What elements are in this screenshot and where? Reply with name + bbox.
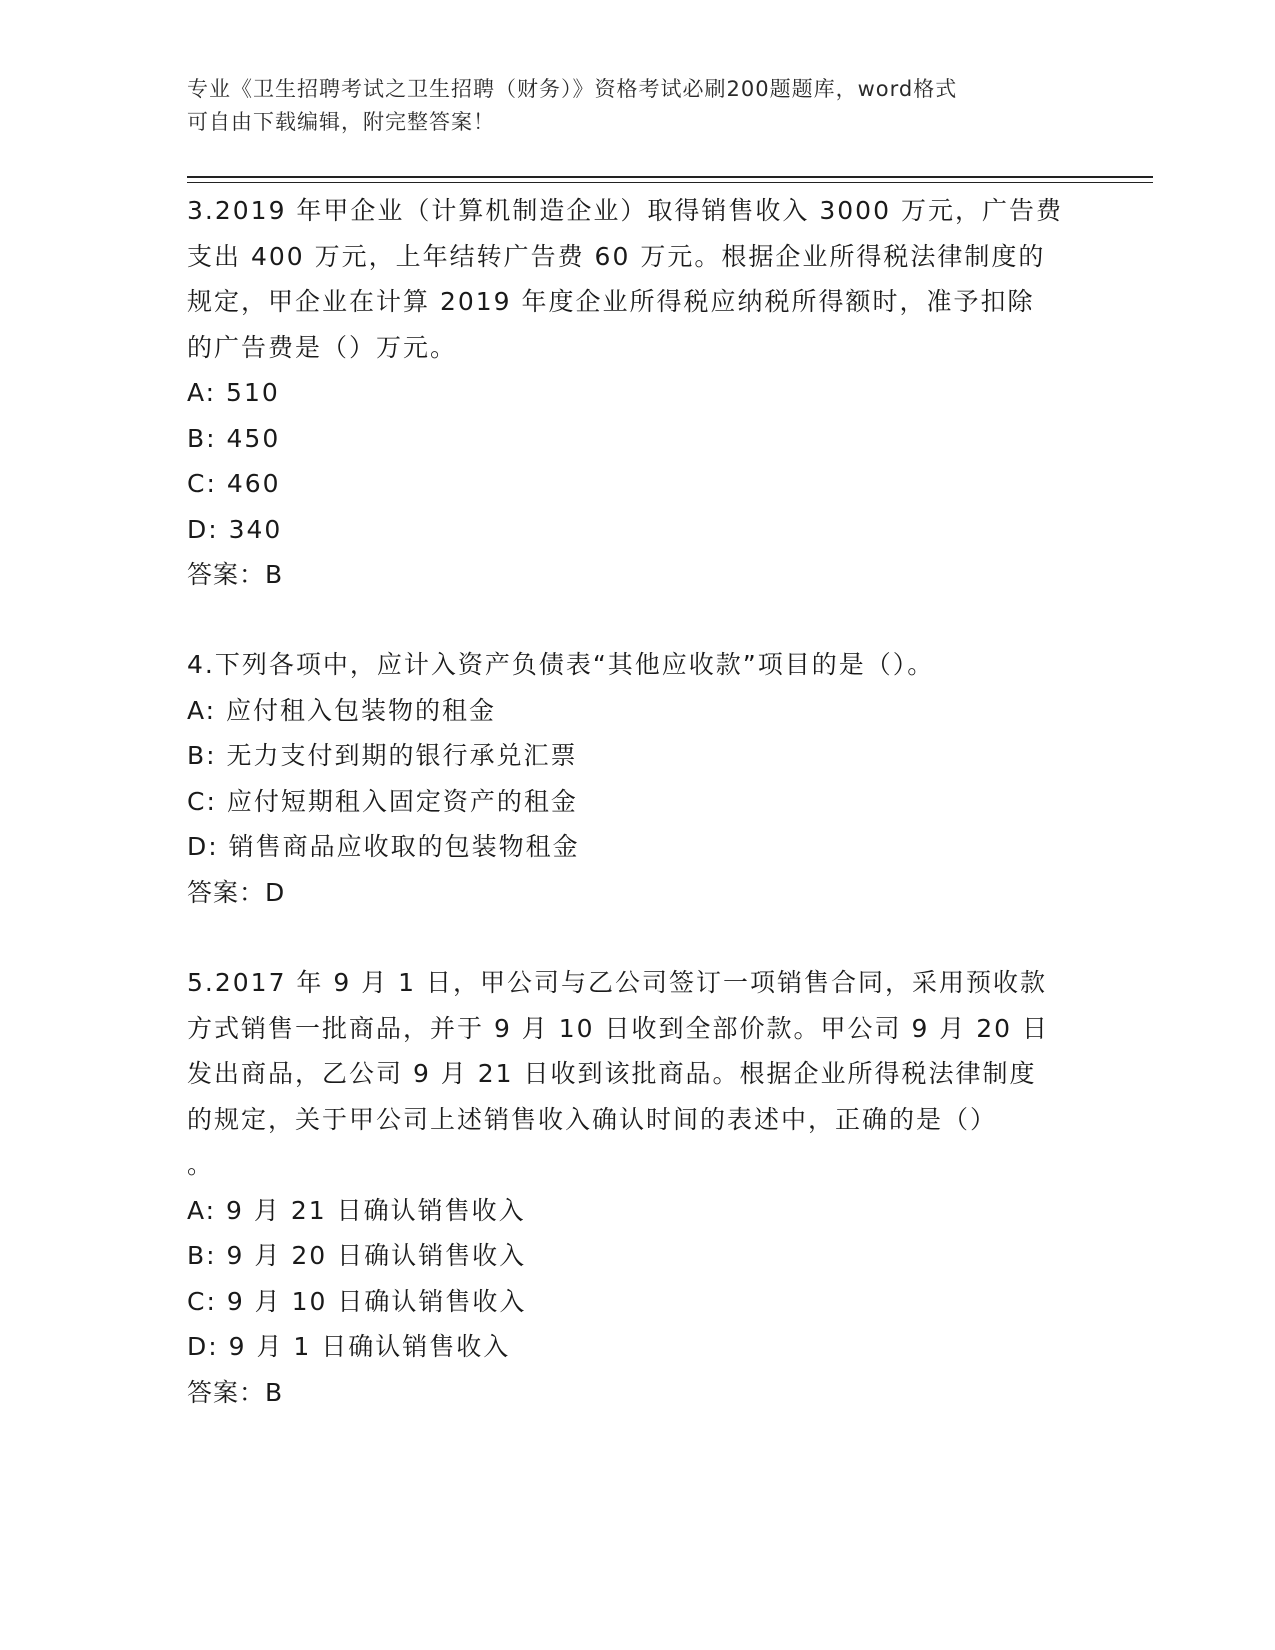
option-c: C: 应付短期租入固定资产的租金 — [187, 786, 578, 816]
question-3 — [187, 188, 1087, 598]
header-line-1: 专业《卫生招聘考试之卫生招聘（财务）》资格考试必刷200题题库，word格式 — [187, 77, 958, 101]
question-5 — [187, 960, 1087, 1415]
question-stem-line: 。 — [187, 1150, 215, 1179]
question-stem-line: 支出 400 万元，上年结转广告费 60 万元。根据企业所得税法律制度的 — [187, 241, 1046, 271]
option-c: C: 9 月 10 日确认销售收入 — [187, 1286, 527, 1316]
question-stem-line: 3.2019 年甲企业（计算机制造企业）取得销售收入 3000 万元，广告费 — [187, 196, 1063, 225]
option-d: D: 销售商品应收取的包装物租金 — [187, 832, 580, 861]
answer-line: 答案：B — [187, 1377, 284, 1407]
option-b: B: 无力支付到期的银行承兑汇票 — [187, 741, 578, 770]
option-a: A: 9 月 21 日确认销售收入 — [187, 1195, 526, 1225]
answer-line: 答案：B — [187, 560, 284, 589]
question-stem-line: 发出商品，乙公司 9 月 21 日收到该批商品。根据企业所得税法律制度 — [187, 1059, 1037, 1088]
question-stem-line: 规定，甲企业在计算 2019 年度企业所得税应纳税所得额时，准予扣除 — [187, 287, 1035, 316]
option-a: A: 应付租入包装物的租金 — [187, 695, 497, 725]
option-d: D: 9 月 1 日确认销售收入 — [187, 1332, 511, 1361]
question-stem-line: 4.下列各项中，应计入资产负债表“其他应收款”项目的是（）。 — [187, 650, 935, 679]
header-divider-thick — [187, 176, 1153, 178]
answer-line: 答案：D — [187, 877, 286, 907]
option-a: A: 510 — [187, 378, 280, 407]
question-stem-line: 方式销售一批商品，并于 9 月 10 日收到全部价款。甲公司 9 月 20 日 — [187, 1013, 1050, 1043]
question-4 — [187, 642, 1087, 915]
question-stem-line: 5.2017 年 9 月 1 日，甲公司与乙公司签订一项销售合同，采用预收款 — [187, 968, 1048, 997]
option-b: B: 450 — [187, 423, 281, 453]
option-b: B: 9 月 20 日确认销售收入 — [187, 1241, 527, 1270]
question-stem-line: 的广告费是（）万元。 — [187, 332, 458, 362]
header-line-2: 可自由下载编辑，附完整答案！ — [187, 110, 495, 134]
document-header — [187, 73, 1067, 139]
header-divider-thin — [187, 182, 1153, 183]
question-stem-line: 的规定，关于甲公司上述销售收入确认时间的表述中，正确的是（） — [187, 1104, 998, 1134]
option-c: C: 460 — [187, 469, 281, 498]
option-d: D: 340 — [187, 514, 283, 544]
